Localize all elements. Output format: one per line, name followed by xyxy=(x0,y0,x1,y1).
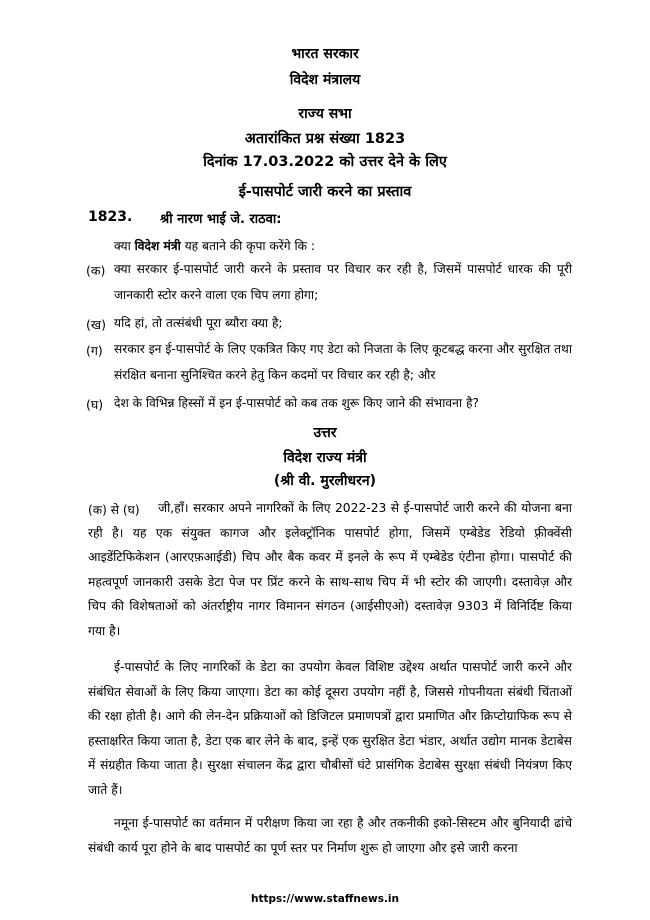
answer-date-heading: दिनांक 17.03.2022 को उत्तर देने के लिए xyxy=(203,154,447,170)
intro-prefix: क्या xyxy=(114,239,131,253)
member-name: श्री नारण भाई जे. राठवा: xyxy=(160,212,282,227)
ministry-heading: विदेश मंत्रालय xyxy=(289,72,361,88)
item-label-gha: (घ) xyxy=(86,397,104,412)
question-intro xyxy=(114,237,315,254)
item-label-kha: (ख) xyxy=(86,317,106,332)
intro-suffix: यह बताने की कृपा करेंगे कि : xyxy=(184,239,316,253)
house-heading: राज्य सभा xyxy=(298,106,352,122)
item-label-ga: (ग) xyxy=(86,343,103,358)
item-text-kha: यदि हां, तो तत्संबंधी पूरा ब्यौरा क्या है; xyxy=(114,316,283,330)
minister-title: विदेश राज्य मंत्री xyxy=(283,450,367,466)
govt-heading: भारत सरकार xyxy=(291,46,359,62)
answer-paragraph-1: जी,हाँ। सरकार अपने नागरिकों के लिए 2022-23 से ई-पासपोर्ट जारी करने की योजना बना रही है। यह एक संयुक्त कागज और इलेक्ट्रॉनिक पासपोर्ट होगा, जिसमें एम्बेडेड रेडियो फ़्रीक्वेंसी आइडेंटिफिकेशन (आरएफ़आईडी) चिप और बैक कवर में इनले के रूप में एम्बेडेड एंटीना होगा। पासपोर्ट की महत्वपूर्ण जानकारी उसके डेटा पेज पर प्रिंट करने के साथ-साथ चिप में भी स्टोर की जाएगी। दस्तावेज़ और चिप की विशेषताओं को अंतर्राष्ट्रीय नागर विमानन संगठन (आईसीएओ) दस्तावेज़ 9303 में विनिर्दिष्ट किया गया है। xyxy=(88,501,572,638)
item-text-gha: देश के विभिन्न हिस्सों में इन ई-पासपोर्ट को कब तक शुरू किए जाने की संभावना है? xyxy=(114,396,479,410)
answer-label: (क) से (घ) xyxy=(88,503,140,517)
footer-url: https://www.staffnews.in xyxy=(250,893,400,905)
answer-heading: उत्तर xyxy=(313,425,337,441)
item-text-ka: क्या सरकार ई-पासपोर्ट जारी करने के प्रस्ताव पर विचार कर रही है, जिसमें पासपोर्ट धारक की पूरी जानकारी स्टोर करने वाला एक चिप लगा होगा; xyxy=(114,262,572,302)
minister-name: (श्री वी. मुरलीधरन) xyxy=(273,473,377,489)
question-number: 1823. xyxy=(88,209,133,225)
answer-paragraph-3: नमूना ई-पासपोर्ट का वर्तमान में परीक्षण किया जा रहा है और तकनीकी इको-सिस्टम और बुनियादी ढांचे संबंधी कार्य पूरा होने के बाद पासपोर्ट का पूर्ण स्तर पर निर्माण शुरू हो जाएगा और इसे जारी करना xyxy=(88,816,572,855)
answer-paragraph-2: ई-पासपोर्ट के लिए नागरिकों के डेटा का उपयोग केवल विशिष्ट उद्देश्य अर्थात पासपोर्ट जारी करने और संबंधित सेवाओं के लिए किया जाएगा। डेटा का कोई दूसरा उपयोग नहीं है, जिससे गोपनीयता संबंधी चिंताओं की रक्षा होती है। आगे की लेन-देन प्रक्रियाओं को डिजिटल प्रमाणपत्रों द्वारा प्रमाणित और क्रिप्टोग्राफिक रूप से हस्ताक्षरित किया जाता है, डेटा एक बार लेने के बाद, इन्हें एक सुरक्षित डेटा भंडार, अर्थात उद्योग मानक डेटाबेस में संग्रहीत किया जाता है। सुरक्षा संचालन केंद्र द्वारा चौबीसों घंटे प्रासंगिक डेटाबेस सुरक्षा संबंधी नियंत्रण किए जाते हैं। xyxy=(88,660,572,797)
question-type-heading: अतारांकित प्रश्न संख्या 1823 xyxy=(244,131,406,147)
intro-minister: विदेश मंत्री xyxy=(134,239,181,253)
item-text-ga: सरकार इन ई-पासपोर्ट के लिए एकत्रित किए गए डेटा को निजता के लिए कूटबद्ध करना और सुरक्षित तथा संरक्षित बनाना सुनिश्चित करने हेतु किन कदमों पर विचार कर रही है; और xyxy=(114,342,572,382)
item-label-ka: (क) xyxy=(86,263,106,278)
subject-heading: ई-पासपोर्ट जारी करने का प्रस्ताव xyxy=(238,184,412,200)
